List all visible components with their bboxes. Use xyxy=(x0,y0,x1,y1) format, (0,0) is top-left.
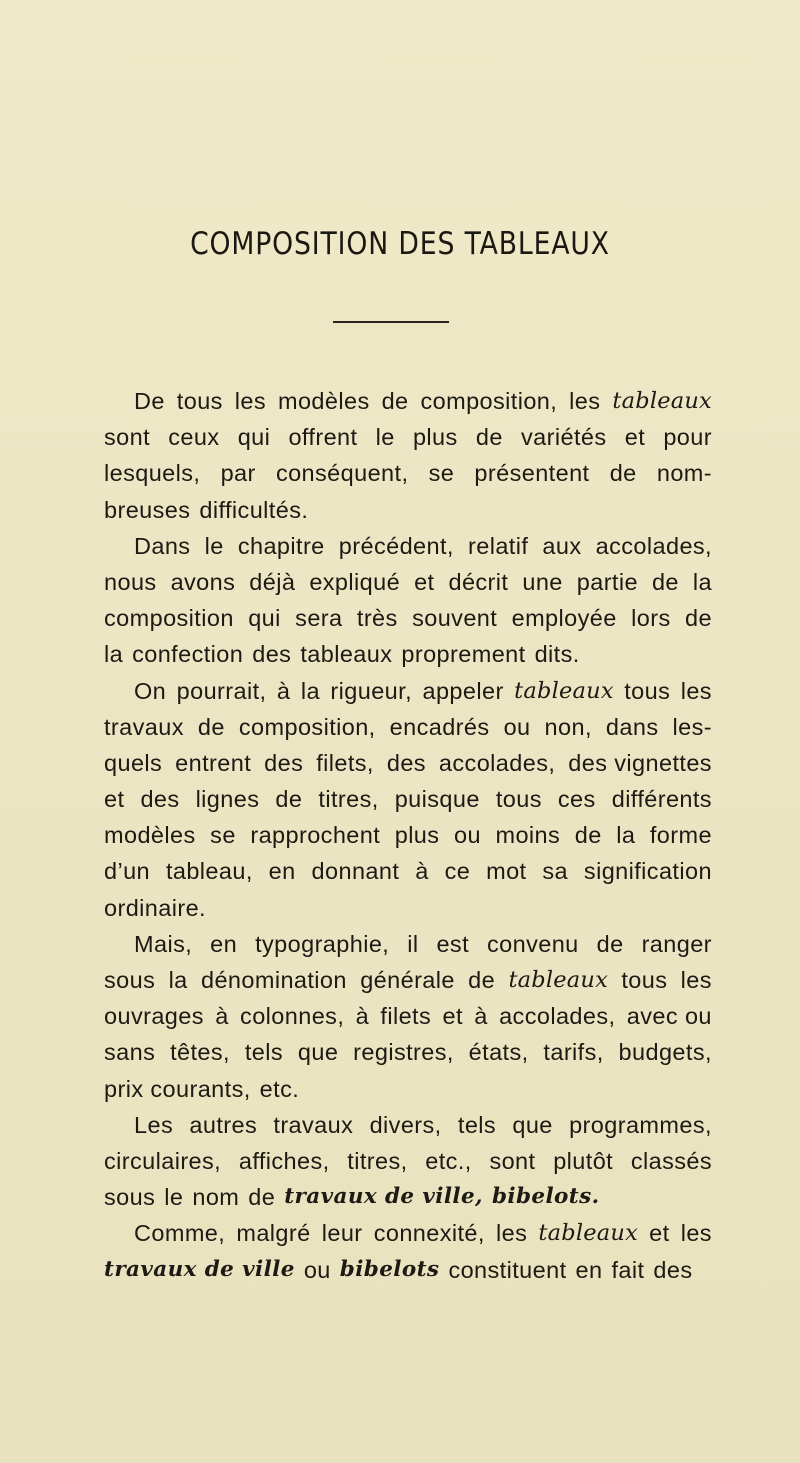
text-line xyxy=(104,600,712,636)
word: tous xyxy=(495,786,542,813)
word: ou xyxy=(503,713,531,740)
word: il xyxy=(407,930,419,957)
word: générale xyxy=(360,967,455,993)
word: programmes, xyxy=(569,1111,712,1138)
word: aux xyxy=(542,532,582,559)
word: tarifs, xyxy=(543,1039,604,1066)
word: tableaux xyxy=(514,677,614,704)
word: fait xyxy=(611,1256,645,1283)
word: et xyxy=(104,786,125,813)
text-line xyxy=(104,1143,712,1179)
word: etc. xyxy=(259,1075,300,1102)
word: de xyxy=(685,605,712,632)
word: le xyxy=(164,1184,184,1211)
text-line xyxy=(104,492,712,528)
text-line xyxy=(104,419,712,455)
word: sans xyxy=(104,1039,156,1066)
word: les xyxy=(496,1220,528,1247)
word: quels xyxy=(104,749,163,776)
word: prix courants, xyxy=(104,1075,251,1102)
word: plus xyxy=(412,424,458,451)
word: et xyxy=(624,424,646,451)
text-line xyxy=(104,962,712,998)
word: chapitre xyxy=(237,532,325,559)
word: sera xyxy=(295,605,343,632)
word: qui xyxy=(248,605,281,632)
word: classés xyxy=(630,1147,712,1174)
word: bibelots xyxy=(339,1256,440,1282)
text-line xyxy=(104,1034,712,1070)
text-line xyxy=(104,781,712,817)
word: en xyxy=(268,858,296,885)
text-line xyxy=(104,1071,712,1107)
word: qui xyxy=(237,424,271,451)
text-line xyxy=(104,1215,712,1251)
word: à xyxy=(276,677,291,704)
word: à xyxy=(215,1003,229,1030)
word: breuses xyxy=(104,496,191,523)
word: sous xyxy=(104,967,156,993)
word: rigueur, xyxy=(330,677,413,704)
text-line xyxy=(104,455,712,491)
word: connexité, xyxy=(373,1220,485,1247)
word: Dans xyxy=(134,532,191,559)
text-line xyxy=(104,890,712,926)
word: de xyxy=(651,568,679,595)
word: tableau, xyxy=(165,858,253,885)
text-line xyxy=(104,853,712,889)
paragraph xyxy=(104,1215,712,1287)
word: divers, xyxy=(369,1111,442,1138)
word: convenu xyxy=(487,930,579,957)
word: de xyxy=(248,1184,276,1211)
word: ordinaire. xyxy=(104,894,206,921)
word: se xyxy=(210,822,236,849)
word: filets xyxy=(380,1003,432,1030)
word: conséquent, xyxy=(275,460,409,487)
word: donnant xyxy=(311,858,400,885)
word: le xyxy=(375,424,395,451)
word: les xyxy=(234,388,267,414)
word: tels xyxy=(457,1111,497,1138)
word: nom xyxy=(192,1184,240,1211)
word: confection xyxy=(132,641,244,668)
word: Comme, xyxy=(134,1220,226,1247)
paragraph xyxy=(104,383,712,528)
word: travaux xyxy=(273,1111,354,1138)
word: les xyxy=(680,967,712,993)
paragraph xyxy=(104,673,712,926)
word: de xyxy=(275,786,303,813)
paragraph xyxy=(104,1107,712,1216)
word: en xyxy=(210,930,238,957)
word: têtes, xyxy=(170,1039,230,1066)
word: ceux xyxy=(168,424,220,451)
word: des xyxy=(386,749,426,776)
word: les xyxy=(680,677,712,704)
word: partie xyxy=(576,568,638,595)
word: appeler xyxy=(422,677,504,704)
page-title: COMPOSITION DES TABLEAUX xyxy=(190,226,610,262)
word: De xyxy=(134,388,165,414)
word: filets, xyxy=(316,749,374,776)
word: à xyxy=(355,1003,370,1030)
word: accolades, xyxy=(499,1003,616,1030)
word: employée xyxy=(511,605,617,632)
text-line xyxy=(104,817,712,853)
word: sont xyxy=(104,424,151,451)
word: tableaux xyxy=(508,967,609,993)
word: le xyxy=(204,532,224,559)
word: accolades, xyxy=(595,532,712,559)
text-line xyxy=(104,1179,712,1215)
word: forme xyxy=(649,822,712,849)
word: sa xyxy=(542,858,569,885)
word: expliqué xyxy=(309,568,401,595)
paragraph xyxy=(104,926,712,1107)
word: mot xyxy=(486,858,527,885)
word: proprement xyxy=(401,641,526,668)
word: relatif xyxy=(468,532,529,559)
word: des vignettes xyxy=(568,749,712,776)
word: non, xyxy=(544,713,592,740)
word: ou xyxy=(453,822,481,849)
word: lesquels, xyxy=(104,460,201,487)
word: dans xyxy=(605,713,659,740)
word: puisque xyxy=(394,786,480,813)
word: sont xyxy=(489,1147,536,1174)
word: tous xyxy=(624,677,671,704)
text-line xyxy=(104,383,712,419)
text-line xyxy=(104,1252,712,1288)
text-line xyxy=(104,926,712,962)
word: titres, xyxy=(318,786,379,813)
text-line xyxy=(104,564,712,600)
word: ouvrages xyxy=(104,1003,204,1030)
word: lors xyxy=(631,605,671,632)
word: de xyxy=(596,930,624,957)
word: constituent xyxy=(448,1256,567,1283)
word: que xyxy=(512,1111,553,1138)
text-line xyxy=(104,745,712,781)
word: tableaux xyxy=(300,641,393,668)
word: malgré xyxy=(236,1220,311,1247)
word: les- xyxy=(672,713,712,740)
word: et xyxy=(442,1003,463,1030)
word: pour xyxy=(663,424,712,451)
word: différents xyxy=(611,786,712,813)
word: que xyxy=(297,1039,339,1066)
text-line xyxy=(104,1107,712,1143)
word: colonnes, xyxy=(240,1003,345,1030)
word: travaux de ville, xyxy=(284,1184,483,1210)
word: entrent xyxy=(175,749,252,776)
word: à xyxy=(415,858,429,885)
body-text xyxy=(104,383,712,1288)
word: la xyxy=(168,967,188,993)
word: des xyxy=(264,749,304,776)
word: de xyxy=(609,460,637,487)
word: composition xyxy=(104,605,234,632)
word: nom- xyxy=(656,460,712,487)
word: souvent xyxy=(412,605,498,632)
word: signification xyxy=(583,858,712,885)
word: modèles xyxy=(104,822,196,849)
word: travaux de ville xyxy=(104,1256,295,1282)
word: typographie, xyxy=(255,930,390,957)
word: avons xyxy=(170,568,236,595)
word: états, xyxy=(468,1039,529,1066)
text-line xyxy=(104,709,712,745)
word: dénomination xyxy=(200,967,347,993)
word: affiches, xyxy=(238,1147,330,1174)
word: les xyxy=(569,388,601,414)
word: circulaires, xyxy=(104,1147,222,1174)
word: difficultés. xyxy=(199,496,309,523)
word: nous xyxy=(104,568,157,595)
word: variétés xyxy=(521,424,607,451)
word: avec ou xyxy=(626,1003,712,1030)
word: encadrés xyxy=(389,713,490,740)
word: de xyxy=(574,822,602,849)
word: tous xyxy=(621,967,668,993)
word: plutôt xyxy=(553,1147,614,1174)
text-line xyxy=(104,998,712,1034)
word: etc., xyxy=(425,1147,472,1174)
text-line xyxy=(104,673,712,709)
word: de xyxy=(197,713,225,740)
word: d’un xyxy=(104,858,151,885)
word: On xyxy=(134,677,167,704)
word: ces xyxy=(557,786,596,813)
word: modèles xyxy=(277,388,370,414)
word: et xyxy=(414,568,435,595)
paragraph xyxy=(104,528,712,673)
word: et xyxy=(649,1220,670,1247)
word: composition, xyxy=(238,713,376,740)
word: décrit xyxy=(448,568,509,595)
word: registres, xyxy=(353,1039,454,1066)
word: tous xyxy=(176,388,223,414)
word: accolades, xyxy=(438,749,556,776)
word: de xyxy=(475,424,503,451)
word: présentent xyxy=(474,460,590,487)
word: Les xyxy=(134,1111,174,1138)
word: plus xyxy=(394,822,440,849)
word: rapprochent xyxy=(250,822,381,849)
word: de xyxy=(468,967,496,993)
text-line xyxy=(104,528,712,564)
word: tels xyxy=(244,1039,284,1066)
word: budgets, xyxy=(618,1039,712,1066)
word: pourrait, xyxy=(176,677,267,704)
word: tableaux xyxy=(612,388,712,414)
word: ce xyxy=(444,858,471,885)
word: une xyxy=(522,568,563,595)
word: la xyxy=(616,822,636,849)
word: lignes xyxy=(195,786,260,813)
word: des xyxy=(140,786,180,813)
word: est xyxy=(436,930,470,957)
word: la xyxy=(692,568,712,595)
word: précédent, xyxy=(338,532,454,559)
word: autres xyxy=(189,1111,258,1138)
word: travaux xyxy=(104,713,184,740)
word: de xyxy=(381,388,409,414)
word: par xyxy=(220,460,256,487)
word: tableaux xyxy=(538,1220,638,1247)
word: très xyxy=(356,605,398,632)
word: dits. xyxy=(534,641,580,668)
word: des xyxy=(653,1256,693,1283)
word: la xyxy=(300,677,320,704)
word: des xyxy=(252,641,292,668)
title-rule xyxy=(333,321,449,323)
word: titres, xyxy=(347,1147,408,1174)
word: la xyxy=(104,641,124,668)
word: composition, xyxy=(420,388,558,414)
word: déjà xyxy=(249,568,296,595)
word: sous xyxy=(104,1184,156,1211)
word: ranger xyxy=(641,930,712,957)
word: offrent xyxy=(288,424,358,451)
word: en xyxy=(575,1256,603,1283)
word: se xyxy=(428,460,455,487)
word: bibelots. xyxy=(491,1184,600,1210)
word: à xyxy=(474,1003,488,1030)
word: leur xyxy=(321,1220,363,1247)
word: les xyxy=(680,1220,712,1247)
word: moins xyxy=(495,822,561,849)
text-line xyxy=(104,636,712,672)
word: Mais, xyxy=(134,930,193,957)
word: ou xyxy=(303,1256,331,1283)
